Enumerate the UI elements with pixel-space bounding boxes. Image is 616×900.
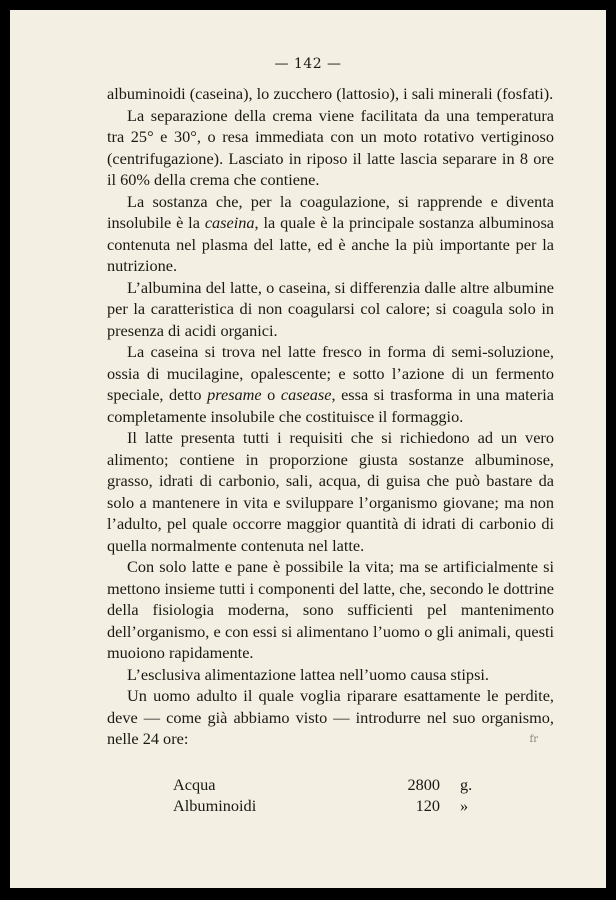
nutrient-table [173, 774, 500, 816]
italic-term: caseina [204, 213, 255, 232]
nutrient-unit: » [460, 796, 469, 815]
text-run: Un uomo adulto il quale voglia riparare esattamente le perdite, deve — come già abbiamo visto — introdurre nel suo organismo, nelle 24 ore: [107, 686, 554, 748]
book-page [10, 10, 606, 888]
italic-term: casease [280, 385, 332, 404]
page-number: — 142 — [274, 56, 342, 72]
italic-term: presame [207, 385, 262, 404]
nutrient-amount: 2800 [407, 775, 440, 794]
nutrient-unit: g. [460, 775, 473, 794]
text-run: L’albumina del latte, o caseina, si differenzia dalle altre albumine per la caratteristica di non coagularsi col calore; si coagula solo in presenza di acidi organici. [107, 277, 554, 340]
text-run: Il latte presenta tutti i requisiti che si richiedono ad un vero alimento; contiene in proporzione giusta sostanze albuminose, grasso, idrati di carbonio, sali, acqua, di guisa che può bastare da solo a mantenere in vita e sviluppare l’organismo giovane; ma non l’adulto, pel quale occorre maggior quantità di idrati di carbonio di quella normalmente contenuta nel latte. [107, 428, 554, 555]
paragraph [107, 427, 554, 556]
text-run: albuminoidi (caseina), lo zucchero (lattosio), i sali minerali (fosfati). [107, 84, 554, 103]
text-run: o [261, 385, 281, 404]
text-run: , la quale è la principale sostanza albuminosa contenuta nel plasma del latte, ed è anche la più importante per la nutrizione. [107, 213, 555, 275]
table-row [173, 774, 500, 795]
paragraph [107, 83, 554, 105]
table-row [173, 795, 500, 816]
pencil-mark: fr [529, 734, 538, 745]
paragraph [107, 685, 554, 750]
paragraph [107, 105, 554, 191]
paragraph [107, 191, 554, 277]
paragraph [107, 664, 554, 686]
paragraph [107, 277, 554, 342]
paragraph [107, 556, 554, 664]
text-run: , essa si trasforma in una materia completamente insolubile che costituisce il formaggio. [107, 385, 555, 426]
text-run: La separazione della crema viene facilitata da una temperatura tra 25° e 30°, o resa immediata con un moto rotativo vertiginoso (centrifugazione). Lasciato in riposo il latte lascia separare in 8 ore il 60% della crema che contiene. [107, 105, 554, 189]
nutrient-amount: 120 [415, 796, 440, 815]
paragraph [107, 341, 554, 427]
nutrient-name: Acqua [173, 775, 216, 794]
text-run: La caseina si trova nel latte fresco in forma di semi-soluzione, ossia di mucilagine, opalescente; e sotto l’azione di un fermento speciale, detto [107, 342, 554, 404]
text-run: Con solo latte e pane è possibile la vita; ma se artificialmente si mettono insieme tutti i componenti del latte, che, secondo le dottrine della fisiologia moderna, sono sufficienti pel mantenimento dell’organismo, e con essi si alimentano l’uomo o gli animali, questi muoiono rapidamente. [107, 557, 554, 662]
body-text [107, 83, 554, 750]
text-run: L’esclusiva alimentazione lattea nell’uomo causa stipsi. [127, 664, 489, 684]
nutrient-name: Albuminoidi [173, 796, 257, 815]
text-run: La sostanza che, per la coagulazione, si rapprende e diventa insolubile è la [107, 191, 554, 232]
